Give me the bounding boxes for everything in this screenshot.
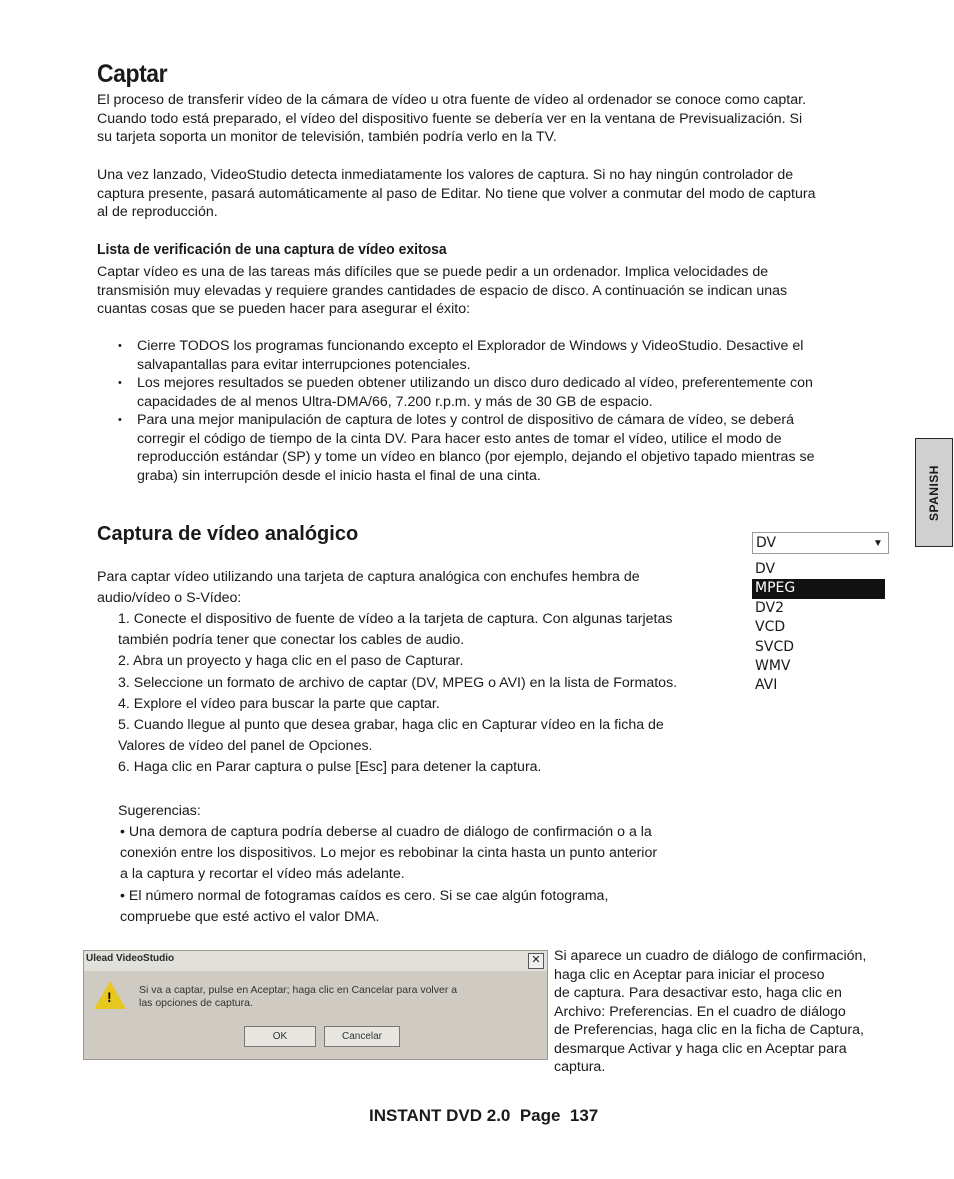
step-item: 1. Conecte el dispositivo de fuente de vídeo a la tarjeta de captura. Con algunas tarjetas también podría tener que conectar los cables de audio. <box>118 611 673 649</box>
list-item: • Cierre TODOS los programas funcionando excepto el Explorador de Windows y VideoStudio. Desactive el salvapantallas para evitar interrupciones potenciales. <box>118 337 888 374</box>
language-side-tab <box>915 438 953 547</box>
intro-paragraph-1: El proceso de transferir vídeo de la cámara de vídeo u otra fuente de vídeo al ordenador se conoce como captar. Cuando todo está preparado, el vídeo del dispositivo fuente se debería ver en la ventana de Previsualización. Si su tarjeta soporta un monitor de televisión, también podría verlo en la TV. <box>97 92 807 145</box>
step-item: 5. Cuando llegue al punto que desea grabar, haga clic en Capturar vídeo en la ficha de Valores de vídeo del panel de Opciones. <box>118 717 664 755</box>
ok-button[interactable]: OK <box>244 1026 316 1047</box>
step-item: 2. Abra un proyecto y haga clic en el paso de Capturar. <box>118 653 464 670</box>
step-item: 4. Explore el vídeo para buscar la parte que captar. <box>118 695 440 712</box>
step-item: 6. Haga clic en Parar captura o pulse [Esc] para detener la captura. <box>118 759 542 776</box>
list-item: • Los mejores resultados se pueden obtener utilizando un disco duro dedicado al vídeo, preferentemente con capacidades de al menos Ultra-DMA/66, 7.200 r.p.m. y más de 30 GB de espacio. <box>118 374 888 411</box>
page-footer: INSTANT DVD 2.0 Page 137 <box>369 1106 599 1125</box>
confirm-dialog <box>83 950 548 1060</box>
analog-heading: Captura de vídeo analógico <box>97 523 359 545</box>
cancel-button[interactable]: Cancelar <box>324 1026 400 1047</box>
step-item: 3. Seleccione un formato de archivo de captar (DV, MPEG o AVI) en la lista de Formatos. <box>118 674 678 691</box>
format-option-svcd[interactable]: SVCD <box>755 638 795 655</box>
list-item: • Para una mejor manipulación de captura de lotes y control de dispositivo de cámara de vídeo, se deberá corregir el código de tiempo de la cinta DV. Para hacer esto antes de tomar el vídeo, utilice el modo de reproducción estándar (SP) y tome un vídeo en blanco (por ejemplo, dejando el objetivo tapado mientras se graba) sin interrupción desde el inicio hasta el final de una cinta. <box>118 411 888 485</box>
side-tab-label: SPANISH <box>927 464 941 521</box>
checklist-intro: Captar vídeo es una de las tareas más difíciles que se puede pedir a un ordenador. Implica velocidades de transmisión muy elevadas y requiere grandes cantidades de espacio de disco. A continuación se indican unas cuantas cosas que se pueden hacer para asegurar el éxito: <box>97 264 788 317</box>
checklist-bullets <box>118 337 888 485</box>
tips-label: Sugerencias: <box>118 803 201 819</box>
format-option-wmv[interactable]: WMV <box>755 657 791 674</box>
analog-steps <box>118 609 738 779</box>
dialog-title: Ulead VideoStudio <box>86 953 175 964</box>
format-option-dv[interactable]: DV <box>755 561 776 577</box>
checklist-heading: Lista de verificación de una captura de vídeo exitosa <box>97 241 447 258</box>
close-icon[interactable]: ✕ <box>528 953 544 969</box>
chevron-down-icon[interactable]: ▼ <box>873 537 883 549</box>
analog-intro: Para captar vídeo utilizando una tarjeta de captura analógica con enchufes hembra de audio/vídeo o S-Vídeo: <box>97 569 640 607</box>
dialog-titlebar <box>84 951 547 971</box>
format-option-vcd[interactable]: VCD <box>755 619 786 636</box>
format-option-avi[interactable]: AVI <box>755 677 778 694</box>
format-select-value: DV <box>756 535 777 551</box>
dialog-message: Si va a captar, pulse en Aceptar; haga clic en Cancelar para volver a las opciones de captura. <box>139 984 458 1009</box>
format-options-list <box>752 560 885 696</box>
tips-text: • Una demora de captura podría deberse al cuadro de diálogo de confirmación o a la conexión entre los dispositivos. Lo mejor es rebobinar la cinta hasta un punto anterior a la captura y recortar el vídeo más adelante. • El número normal de fotogramas caídos es cero. Si se cae algún fotograma, compruebe que esté activo el valor DMA. <box>120 824 658 925</box>
dialog-note: Si aparece un cuadro de diálogo de confirmación, haga clic en Aceptar para iniciar el proceso de captura. Para desactivar esto, haga clic en Archivo: Preferencias. En el cuadro de diálogo de Preferencias, haga clic en la ficha de Captura, desmarque Activar y haga clic en Aceptar para captura. <box>554 948 867 1075</box>
page-title: Captar <box>97 60 168 88</box>
warning-icon: ! <box>94 981 126 1009</box>
format-option-dv2[interactable]: DV2 <box>755 599 785 616</box>
format-option-mpeg[interactable]: MPEG <box>752 579 885 598</box>
format-select[interactable] <box>752 532 889 554</box>
intro-paragraph-2: Una vez lanzado, VideoStudio detecta inmediatamente los valores de captura. Si no hay ningún controlador de captura presente, pasará automáticamente al paso de Editar. No tiene que volver a conmutar del modo de captura al de reproducción. <box>97 167 816 220</box>
